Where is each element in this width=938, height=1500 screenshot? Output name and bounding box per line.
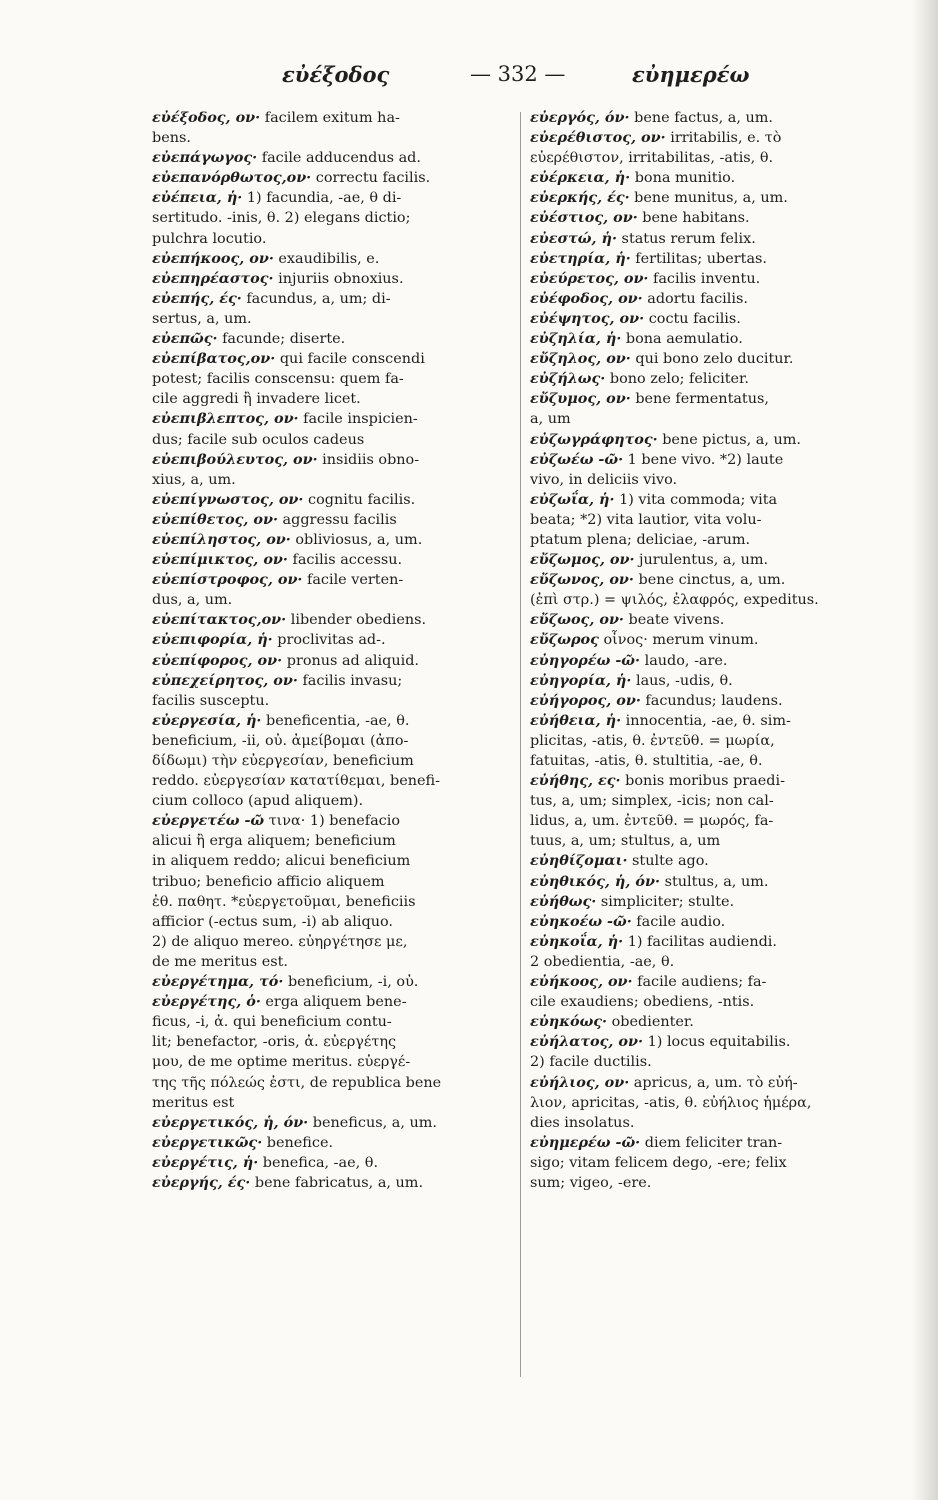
dictionary-line (152, 128, 510, 148)
dictionary-line (152, 148, 510, 168)
dictionary-line (152, 1173, 510, 1193)
headword: εὐεργεσία, ἡ· (152, 711, 262, 729)
headword: εὐήλατος, ον· (530, 1033, 644, 1051)
headword: εὔζωος, ον· (530, 611, 624, 629)
headword: εὐέστιος, ον· (530, 209, 638, 227)
dictionary-line (530, 148, 888, 168)
dictionary-line (530, 389, 888, 409)
dictionary-line (530, 932, 888, 952)
definition-text: της τῆς πόλεώς ἐστι, de republica bene (152, 1074, 442, 1091)
headword: εὐεργετικός, ἡ, όν· (152, 1113, 309, 1131)
headword: εὔζωμος, ον· (530, 551, 635, 569)
definition-text: (ἐπὶ στρ.) = ψιλός, ἐλαφρός, expeditus. (530, 592, 819, 609)
dictionary-line (530, 289, 888, 309)
headword: εὐεπιφορία, ἡ· (152, 631, 273, 649)
dictionary-line (152, 208, 510, 228)
dictionary-line (152, 912, 510, 932)
dictionary-line (530, 349, 888, 369)
definition-text: facundus; laudens. (640, 692, 783, 709)
headword: εὐέψητος, ον· (530, 309, 645, 327)
definition-text: laudo, -are. (640, 652, 728, 669)
headword: εὐζωέω -ῶ· (530, 450, 624, 468)
dictionary-line (530, 610, 888, 630)
definition-text: bene pictus, a, um. (657, 431, 801, 448)
dictionary-line (530, 229, 888, 249)
headword: εὐηκόως· (530, 1013, 608, 1031)
headword: εὐεπίγνωστος, ον· (152, 490, 304, 508)
headword: εὐέξοδος, ον· (152, 109, 261, 126)
dictionary-line (530, 872, 888, 892)
definition-text: τινα· 1) benefacio (264, 813, 401, 830)
dictionary-line (530, 1133, 888, 1153)
definition-text: facilis accessu. (287, 552, 403, 569)
page-number: — 332 — (470, 62, 566, 86)
dictionary-line (152, 550, 510, 570)
definition-text: οἶνος· merum vinum. (598, 632, 759, 649)
definition-text: irritabilis, e. τὸ (665, 130, 782, 147)
definition-text: sigo; vitam felicem dego, -ere; felix (530, 1154, 787, 1171)
headword: εὔζυμος, ον· (530, 390, 631, 408)
dictionary-line (530, 1073, 888, 1093)
definition-text: pronus ad aliquid. (282, 652, 420, 669)
dictionary-line (530, 811, 888, 831)
definition-text: bene habitans. (637, 210, 750, 227)
headword: εὐερέθιστος, ον· (530, 129, 666, 147)
headword: εὐεργέτημα, τό· (152, 973, 284, 991)
dictionary-line (152, 751, 510, 771)
definition-text: cognitu facilis. (303, 491, 416, 508)
dictionary-line (530, 651, 888, 671)
dictionary-line (152, 1093, 510, 1113)
headword: εὐεργέτης, ὁ· (152, 993, 261, 1011)
dictionary-line (152, 1052, 510, 1072)
dictionary-line (152, 1133, 510, 1153)
left-column (152, 108, 510, 1193)
dictionary-line (152, 510, 510, 530)
definition-text: 1) facundia, -ae, θ di- (242, 190, 402, 207)
definition-text: stulte ago. (627, 853, 709, 870)
definition-text: proclivitas ad-. (272, 632, 386, 649)
headword: εὐεπίστροφος, ον· (152, 571, 303, 589)
definition-text: dus, a, um. (152, 592, 233, 609)
definition-text: λιον, apricitas, -atis, θ. εὐήλιος ἡμέρα, (530, 1094, 812, 1111)
dictionary-line (152, 1113, 510, 1133)
dictionary-line (152, 731, 510, 751)
definition-text: de me meritus est. (152, 953, 288, 970)
dictionary-line (152, 952, 510, 972)
dictionary-line (152, 470, 510, 490)
dictionary-line (152, 188, 510, 208)
headword: εὔζηλος, ον· (530, 350, 631, 368)
definition-text: xius, a, um. (152, 471, 236, 488)
definition-text: cile aggredi ἢ invadere licet. (152, 391, 361, 408)
definition-text: facilis invasu; (297, 672, 403, 689)
definition-text: status rerum felix. (616, 230, 756, 247)
definition-text: potest; facilis conscensu: quem fa- (152, 371, 404, 388)
dictionary-line (152, 168, 510, 188)
dictionary-line (530, 208, 888, 228)
definition-text: 2) de aliquo mereo. εὐηργέτησε με, (152, 933, 408, 950)
dictionary-line (152, 630, 510, 650)
dictionary-line (530, 1153, 888, 1173)
definition-text: obedienter. (607, 1014, 694, 1031)
dictionary-line (530, 269, 888, 289)
definition-text: benefice. (262, 1134, 334, 1151)
headword: εὐηγορία, ἡ· (530, 671, 632, 689)
headword: εὐεστώ, ἡ· (530, 229, 617, 247)
headword: εὐηθικός, ἡ, όν· (530, 872, 661, 890)
definition-text: adortu facilis. (642, 290, 748, 307)
dictionary-line (530, 530, 888, 550)
definition-text: bona munitio. (630, 170, 736, 187)
headword: εὐήθεια, ἡ· (530, 711, 622, 729)
definition-text: bens. (152, 130, 191, 147)
dictionary-line (152, 570, 510, 590)
dictionary-line (530, 972, 888, 992)
definition-text: beata; *2) vita lautior, vita volu- (530, 511, 762, 528)
definition-text: tribuo; beneficio afficio aliquem (152, 873, 385, 890)
definition-text: in aliquem reddo; alicui beneficium (152, 853, 411, 870)
definition-text: correctu facilis. (311, 170, 431, 187)
dictionary-line (152, 791, 510, 811)
headword: εὐεπίμικτος, ον· (152, 551, 288, 569)
definition-text: libender obediens. (286, 612, 427, 629)
dictionary-line (530, 369, 888, 389)
page-edge-shadow (912, 0, 938, 1500)
page-header (282, 62, 782, 92)
dictionary-line (152, 249, 510, 269)
dictionary-line (530, 309, 888, 329)
dictionary-line (530, 510, 888, 530)
definition-text: facile audiens; fa- (632, 974, 767, 991)
headword: εὐήλιος, ον· (530, 1073, 630, 1091)
headword: εὐζηλία, ἡ· (530, 330, 622, 348)
dictionary-line (530, 188, 888, 208)
dictionary-line (530, 791, 888, 811)
dictionary-line (152, 992, 510, 1012)
dictionary-line (530, 630, 888, 650)
headword: εὐεπής, ές· (152, 289, 242, 307)
headword: εὐέρκεια, ἡ· (530, 169, 631, 187)
definition-text: 2) facile ductilis. (530, 1054, 652, 1071)
dictionary-line (530, 831, 888, 851)
dictionary-line (152, 450, 510, 470)
definition-text: facile verten- (302, 572, 404, 589)
headword: εὐεπίφορος, ον· (152, 651, 283, 669)
definition-text: facunde; diserte. (217, 331, 346, 348)
definition-text: beneficium, -ii, οὐ. ἀμείβομαι (ἀπο- (152, 732, 409, 749)
headword: εὐεπίθετος, ον· (152, 510, 278, 528)
definition-text: ἐθ. παθητ. *εὐεργετοῦμαι, beneficiis (152, 893, 416, 910)
definition-text: lit; benefactor, -oris, ἀ. εὐεργέτης (152, 1034, 397, 1051)
dictionary-line (530, 1052, 888, 1072)
dictionary-line (530, 470, 888, 490)
dictionary-line (152, 289, 510, 309)
dictionary-line (530, 992, 888, 1012)
definition-text: bene fabricatus, a, um. (250, 1174, 424, 1191)
headword: εὔζωρος (530, 631, 599, 649)
definition-text: exaudibilis, e. (273, 250, 380, 267)
definition-text: ficus, -i, ἀ. qui beneficium contu- (152, 1014, 392, 1031)
definition-text: bene fermentatus, (630, 391, 769, 408)
dictionary-line (152, 771, 510, 791)
dictionary-line (152, 651, 510, 671)
headword: εὐήκοος, ον· (530, 973, 633, 991)
definition-text: apricus, a, um. τὸ εὐή- (629, 1074, 798, 1091)
dictionary-line (152, 229, 510, 249)
dictionary-line (530, 409, 888, 429)
headword: εὐηθίζομαι· (530, 852, 628, 870)
definition-text: 2 obedientia, -ae, θ. (530, 953, 675, 970)
definition-text: plicitas, -atis, θ. ἐντεῦθ. = μωρία, (530, 732, 775, 749)
dictionary-line (152, 671, 510, 691)
definition-text: beneficentia, -ae, θ. (261, 712, 410, 729)
dictionary-line (530, 771, 888, 791)
dictionary-line (530, 1012, 888, 1032)
right-column (530, 108, 888, 1193)
definition-text: fertilitas; ubertas. (630, 250, 767, 267)
definition-text: beneficus, a, um. (308, 1114, 437, 1131)
definition-text: coctu facilis. (644, 310, 741, 327)
headword: εὐζήλως· (530, 370, 606, 388)
definition-text: obliviosus, a, um. (290, 531, 423, 548)
definition-text: cium colloco (apud aliquem). (152, 793, 364, 810)
headword: εὐεπηρέαστος· (152, 269, 274, 287)
dictionary-line (152, 430, 510, 450)
definition-text: diem feliciter tran- (640, 1134, 783, 1151)
dictionary-line (530, 1113, 888, 1133)
headword: εὐεργής, ές· (152, 1173, 251, 1191)
headword: εὐπεχείρητος, ον· (152, 671, 298, 689)
dictionary-line (530, 851, 888, 871)
dictionary-line (530, 691, 888, 711)
definition-text: injuriis obnoxius. (273, 270, 404, 287)
dictionary-line (152, 972, 510, 992)
dictionary-line (152, 831, 510, 851)
definition-text: simpliciter; stulte. (596, 893, 735, 910)
headword: εὐήθης, ες· (530, 772, 621, 790)
headword: εὔζωνος, ον· (530, 571, 634, 589)
dictionary-line (530, 249, 888, 269)
dictionary-line (152, 108, 510, 128)
dictionary-line (152, 711, 510, 731)
definition-text: facile audio. (631, 913, 726, 930)
dictionary-line (152, 329, 510, 349)
definition-text: jurulentus, a, um. (634, 552, 769, 569)
headword: εὐεπιβλεπτος, ον· (152, 410, 299, 428)
headword: εὐεπάγωγος· (152, 149, 258, 167)
headword: εὐεπανόρθωτος,ον· (152, 169, 312, 187)
definition-text: ptatum plena; deliciae, -arum. (530, 531, 751, 548)
definition-text: cile exaudiens; obediens, -ntis. (530, 994, 755, 1011)
definition-text: alicui ἢ erga aliquem; beneficium (152, 833, 396, 850)
definition-text: lidus, a, um. ἐντεῦθ. = μωρός, fa- (530, 813, 774, 830)
headword: εὐηγορέω -ῶ· (530, 651, 641, 669)
dictionary-line (152, 389, 510, 409)
definition-text: qui bono zelo ducitur. (630, 351, 794, 368)
headword: εὐήθως· (530, 892, 597, 910)
dictionary-line (152, 1153, 510, 1173)
definition-text: sum; vigeo, -ere. (530, 1174, 652, 1191)
definition-text: 1) facilitas audiendi. (623, 933, 777, 950)
definition-text: sertitudo. -inis, θ. 2) elegans dictio; (152, 210, 411, 227)
headword: εὐεπίτακτος,ον· (152, 611, 287, 629)
dictionary-line (530, 550, 888, 570)
dictionary-line (530, 329, 888, 349)
definition-text: vivo, in deliciis vivo. (530, 471, 678, 488)
dictionary-line (152, 409, 510, 429)
definition-text: facilem exitum ha- (260, 110, 400, 126)
headword: εὐηκοέω -ῶ· (530, 912, 632, 930)
dictionary-line (530, 952, 888, 972)
dictionary-line (152, 872, 510, 892)
dictionary-line (530, 892, 888, 912)
dictionary-line (152, 892, 510, 912)
definition-text: tuus, a, um; stultus, a, um (530, 833, 721, 850)
headword: εὐεπῶς· (152, 330, 218, 348)
dictionary-line (152, 811, 510, 831)
definition-text: 1) vita commoda; vita (614, 491, 778, 508)
dictionary-line (530, 912, 888, 932)
dictionary-line (152, 691, 510, 711)
dictionary-line (530, 1173, 888, 1193)
definition-text: sertus, a, um. (152, 310, 252, 327)
definition-text: erga aliquem bene- (260, 994, 407, 1011)
headword: εὐεπίβατος,ον· (152, 350, 276, 368)
definition-text: facilis inventu. (648, 270, 761, 287)
definition-text: reddo. εὐεργεσίαν κατατίθεμαι, benefi- (152, 773, 441, 790)
definition-text: bene munitus, a, um. (629, 190, 788, 207)
definition-text: bene factus, a, um. (629, 110, 773, 126)
headword: εὐηκοΐα, ἡ· (530, 932, 624, 950)
definition-text: bonis moribus praedi- (620, 773, 785, 790)
dictionary-line (530, 108, 888, 128)
dictionary-line (530, 1093, 888, 1113)
dictionary-line (152, 309, 510, 329)
dictionary-line (152, 349, 510, 369)
definition-text: meritus est (152, 1094, 235, 1111)
definition-text: innocentia, -ae, θ. sim- (621, 712, 791, 729)
headword: εὐεπήκοος, ον· (152, 249, 274, 267)
definition-text: facile adducendus ad. (257, 150, 421, 167)
definition-text: dies insolatus. (530, 1114, 635, 1131)
headword: εὐέπεια, ἡ· (152, 189, 243, 207)
headword: εὐήγορος, ον· (530, 691, 641, 709)
headword: εὐερκής, ές· (530, 189, 630, 207)
definition-text: beneficium, -i, οὐ. (283, 974, 419, 991)
headword: εὐεπίληστος, ον· (152, 530, 291, 548)
headword: εὐεπιβούλευτος, ον· (152, 450, 318, 468)
dictionary-line (152, 932, 510, 952)
headword: εὐζωγράφητος· (530, 430, 658, 448)
definition-text: stultus, a, um. (660, 873, 769, 890)
headword: εὐεργετέω -ῶ (152, 812, 265, 830)
definition-text: facile inspicien- (298, 411, 418, 428)
headword: εὐεργέτις, ἡ· (152, 1153, 259, 1171)
definition-text: tus, a, um; simplex, -icis; non cal- (530, 793, 774, 810)
definition-text: aggressu facilis (277, 511, 397, 528)
definition-text: 1 bene vivo. *2) laute (623, 451, 784, 468)
headword: εὐεργός, όν· (530, 109, 630, 126)
definition-text: afficior (-ectus sum, -i) ab aliquo. (152, 913, 393, 930)
running-head-right: εὐημερέω (632, 62, 750, 87)
dictionary-line (530, 128, 888, 148)
definition-text: bono zelo; feliciter. (605, 371, 749, 388)
definition-text: laus, -udis, θ. (631, 672, 733, 689)
dictionary-line (152, 1032, 510, 1052)
dictionary-line (530, 450, 888, 470)
dictionary-line (152, 1073, 510, 1093)
definition-text: μου, de me optime meritus. εὐεργέ- (152, 1054, 411, 1071)
dictionary-line (530, 731, 888, 751)
dictionary-line (152, 1012, 510, 1032)
dictionary-line (530, 168, 888, 188)
definition-text: a, um (530, 411, 571, 428)
column-divider (520, 112, 521, 1377)
dictionary-line (530, 711, 888, 731)
definition-text: δίδωμι) τὴν εὐεργεσίαν, beneficium (152, 753, 414, 769)
definition-text: facilis susceptu. (152, 692, 270, 709)
definition-text: dus; facile sub oculos cadeus (152, 431, 365, 448)
dictionary-line (152, 610, 510, 630)
dictionary-line (530, 1032, 888, 1052)
dictionary-line (530, 671, 888, 691)
dictionary-line (530, 490, 888, 510)
running-head-left: εὐέξοδος (282, 62, 390, 87)
headword: εὐέφοδος, ον· (530, 289, 643, 307)
headword: εὐετηρία, ἡ· (530, 249, 631, 267)
dictionary-line (152, 590, 510, 610)
definition-text: facundus, a, um; di- (241, 290, 391, 307)
headword: εὐεργετικῶς· (152, 1133, 263, 1151)
definition-text: pulchra locutio. (152, 230, 267, 247)
definition-text: insidiis obno- (317, 451, 420, 468)
definition-text: fatuitas, -atis, θ. stultitia, -ae, θ. (530, 753, 763, 769)
headword: εὐζωΐα, ἡ· (530, 490, 615, 508)
definition-text: 1) locus equitabilis. (643, 1034, 791, 1051)
dictionary-line (530, 751, 888, 771)
dictionary-line (152, 369, 510, 389)
definition-text: bona aemulatio. (621, 331, 743, 348)
dictionary-line (530, 430, 888, 450)
headword: εὐημερέω -ῶ· (530, 1133, 641, 1151)
dictionary-line (152, 269, 510, 289)
definition-text: qui facile conscendi (275, 351, 425, 368)
definition-text: εὐερέθιστον, irritabilitas, -atis, θ. (530, 150, 774, 167)
headword: εὐεύρετος, ον· (530, 269, 649, 287)
dictionary-line (152, 490, 510, 510)
dictionary-line (152, 851, 510, 871)
definition-text: bene cinctus, a, um. (633, 572, 786, 589)
dictionary-line (152, 530, 510, 550)
definition-text: beate vivens. (623, 612, 725, 629)
definition-text: benefica, -ae, θ. (258, 1154, 379, 1171)
dictionary-line (530, 590, 888, 610)
dictionary-line (530, 570, 888, 590)
